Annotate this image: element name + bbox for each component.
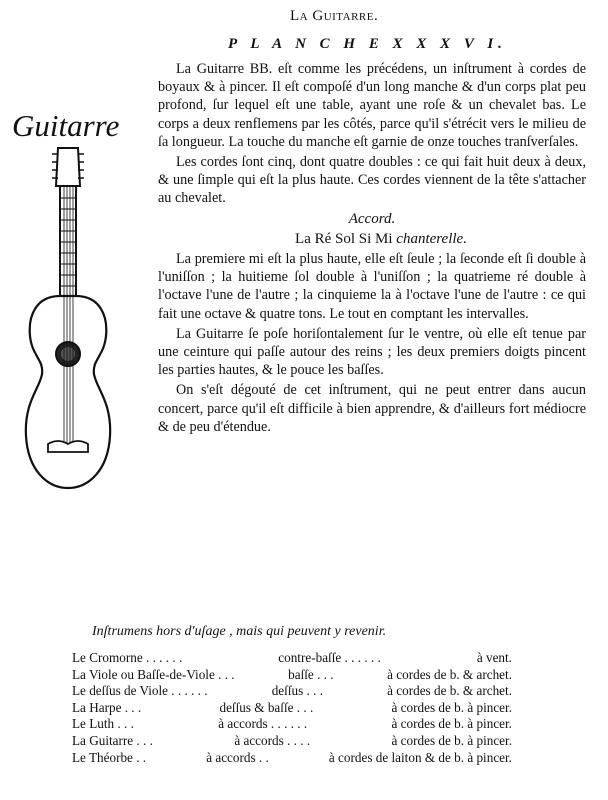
instrument-range: deſſus . . . (271, 683, 323, 699)
list-item (72, 750, 512, 767)
list-item (72, 700, 512, 717)
instrument-name: Le Luth . . . (72, 716, 134, 732)
instrument-type: à cordes de b. & archet. (387, 666, 512, 682)
paragraph-4: La Guitarre ſe poſe horiſontalement ſur le ventre, où elle eſt tenue par une ceinture qui paſſe autour des reins ; les deux premiers doigts pincent les parties hautes, & le pouce les baſſes. (158, 325, 586, 379)
accord-heading: Accord. (348, 210, 396, 227)
list-item (72, 650, 512, 667)
instrument-type: à cordes de b. & archet. (387, 683, 512, 699)
paragraph-5: On s'eſt dégouté de cet inſtrument, qui ne peut entrer dans aucun concert, parce qu'il eſt difficile à bien apprendre, & d'ailleurs fort médiocre & de peu d'étendue. (158, 382, 586, 435)
instrument-name: La Guitarre . . . (72, 732, 153, 748)
instrument-type: à cordes de b. à pincer. (391, 732, 512, 748)
instruments-title: Inſtrumens hors d'uſage , mais qui peuvent y revenir. (92, 624, 387, 639)
instrument-name: La Harpe . . . (72, 699, 142, 715)
plate-title: P L A N C H E X X X V I. (228, 36, 507, 52)
tuning-chanterelle: chanterelle. (396, 230, 467, 247)
guitar-illustration (18, 146, 118, 496)
instrument-range: à accords . . (206, 749, 269, 765)
instrument-range: à accords . . . . (234, 732, 311, 748)
instrument-name: Le Théorbe . . (72, 749, 147, 765)
instrument-type: à vent. (476, 650, 512, 665)
main-text (158, 60, 586, 438)
tuning-line (158, 230, 586, 248)
paragraph-1: La Guitarre BB. eſt comme les précédens, un inſtrument à cordes de boyaux & à pincer. Il eſt compoſé d'un long manche & d'un corps plat peu profond, ſur lequel eſt une table, ayant une roſe & un chevalet bas. Le corps a deux renflemens par les côtés, parce qu'il s'étrécit vers le milieu de ſa longueur. La touche du manche eſt garnie de onze touches tranſverſales. (158, 61, 586, 150)
list-item (72, 667, 512, 684)
list-item (72, 683, 512, 700)
instrument-range: contre-baſſe . . . . . . (278, 650, 381, 665)
running-head: La Guitarre. (290, 8, 379, 24)
list-item (72, 733, 512, 750)
instrument-type: à cordes de laiton & de b. à pincer. (328, 749, 512, 765)
figure-caption: Guitarre (12, 108, 120, 143)
instrument-range: baſſe . . . (288, 666, 334, 682)
instrument-range: deſſus & baſſe . . . (219, 699, 314, 715)
instrument-name: La Viole ou Baſſe-de-Viole . . . (72, 666, 235, 682)
instruments-list (72, 650, 512, 766)
tuning-notes: La Ré Sol Si Mi (295, 230, 393, 247)
paragraph-2: Les cordes ſont cinq, dont quatre doubles : ce qui fait huit deux à deux, & une ſimple qui eſt la plus haute. Ces cordes viennent de la tête s'attacher au chevalet. (158, 154, 586, 207)
instrument-type: à cordes de b. à pincer. (391, 716, 512, 732)
instrument-name: Le deſſus de Viole . . . . . . (72, 683, 208, 699)
instrument-range: à accords . . . . . . (218, 716, 308, 732)
list-item (72, 716, 512, 733)
instrument-type: à cordes de b. à pincer. (391, 699, 512, 715)
instrument-name: Le Cromorne . . . . . . (72, 650, 183, 665)
paragraph-3: La premiere mi eſt la plus haute, elle eſt ſeule ; la ſeconde eſt ſi double à l'uniſſon ; la huitieme ſol double à l'uniſſon ; la quatrieme ré double à l'octave l'une de l'autre ; la cinquieme la à l'octave l'une de l'autre : ce qui fait une octave & quatre tons. Le tout en comptant les intervalles. (158, 251, 586, 322)
